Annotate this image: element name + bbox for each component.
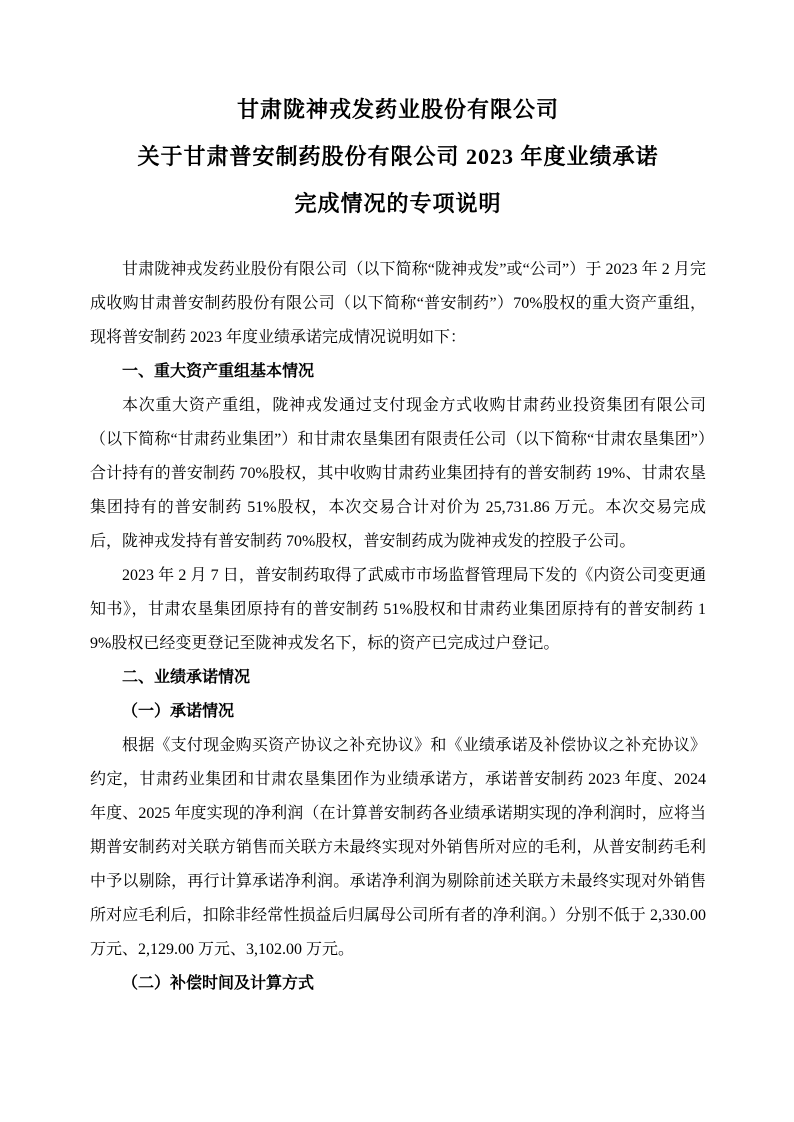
paragraph-restructuring-detail: 本次重大资产重组，陇神戎发通过支付现金方式收购甘肃药业投资集团有限公司（以下简称“甘肃药业集团”）和甘肃农垦集团有限责任公司（以下简称“甘肃农垦集团”）合计持有的普安制药 70%股权，其中收购甘肃药业集团持有的普安制药 19%、甘肃农垦集团持有的普安制药 51%股权，本次交易合计对价为 25,731.86 万元。本次交易完成后，陇神戎发持有普安制药 70%股权，普安制药成为陇神戎发的控股子公司。 — [90, 397, 706, 550]
section-heading-performance-commitment: 二、业绩承诺情况 — [122, 669, 251, 686]
subsection-heading-commitment: （一）承诺情况 — [122, 703, 235, 720]
section-heading-restructuring: 一、重大资产重组基本情况 — [122, 363, 315, 380]
subsection-heading-compensation: （二）补偿时间及计算方式 — [122, 975, 315, 992]
paragraph-commitment-detail: 根据《支付现金购买资产协议之补充协议》和《业绩承诺及补偿协议之补充协议》约定，甘肃药业集团和甘肃农垦集团作为业绩承诺方，承诺普安制药 2023 年度、2024 年度、2025 年度实现的净利润（在计算普安制药各业绩承诺期实现的净利润时，应将当期普安制药对关联方销售而关联方未最终实现对外销售所对应的毛利，从普安制药毛利中予以剔除，再行计算承诺净利润。承诺净利润为剔除前述关联方未最终实现对外销售所对应毛利后，扣除非经常性损益后归属母公司所有者的净利润。）分别不低于 2,330.00 万元、2,129.00 万元、3,102.00 万元。 — [90, 737, 706, 958]
title-line-2: 关于甘肃普安制药股份有限公司 2023 年度业绩承诺 — [137, 144, 659, 169]
paragraph-intro: 甘肃陇神戎发药业股份有限公司（以下简称“陇神戎发”或“公司”）于 2023 年 2 月完成收购甘肃普安制药股份有限公司（以下简称“普安制药”）70%股权的重大资产重组，现将普安制药 2023 年度业绩承诺完成情况说明如下： — [90, 261, 706, 346]
document-title — [90, 86, 706, 227]
title-line-3: 完成情况的专项说明 — [294, 191, 502, 216]
title-line-1: 甘肃陇神戎发药业股份有限公司 — [236, 97, 559, 122]
document-body — [90, 253, 706, 1001]
paragraph-registration: 2023 年 2 月 7 日，普安制药取得了武威市市场监督管理局下发的《内资公司变更通知书》，甘肃农垦集团原持有的普安制药 51%股权和甘肃药业集团原持有的普安制药 19%股权已经变更登记至陇神戎发名下，标的资产已完成过户登记。 — [90, 567, 706, 652]
